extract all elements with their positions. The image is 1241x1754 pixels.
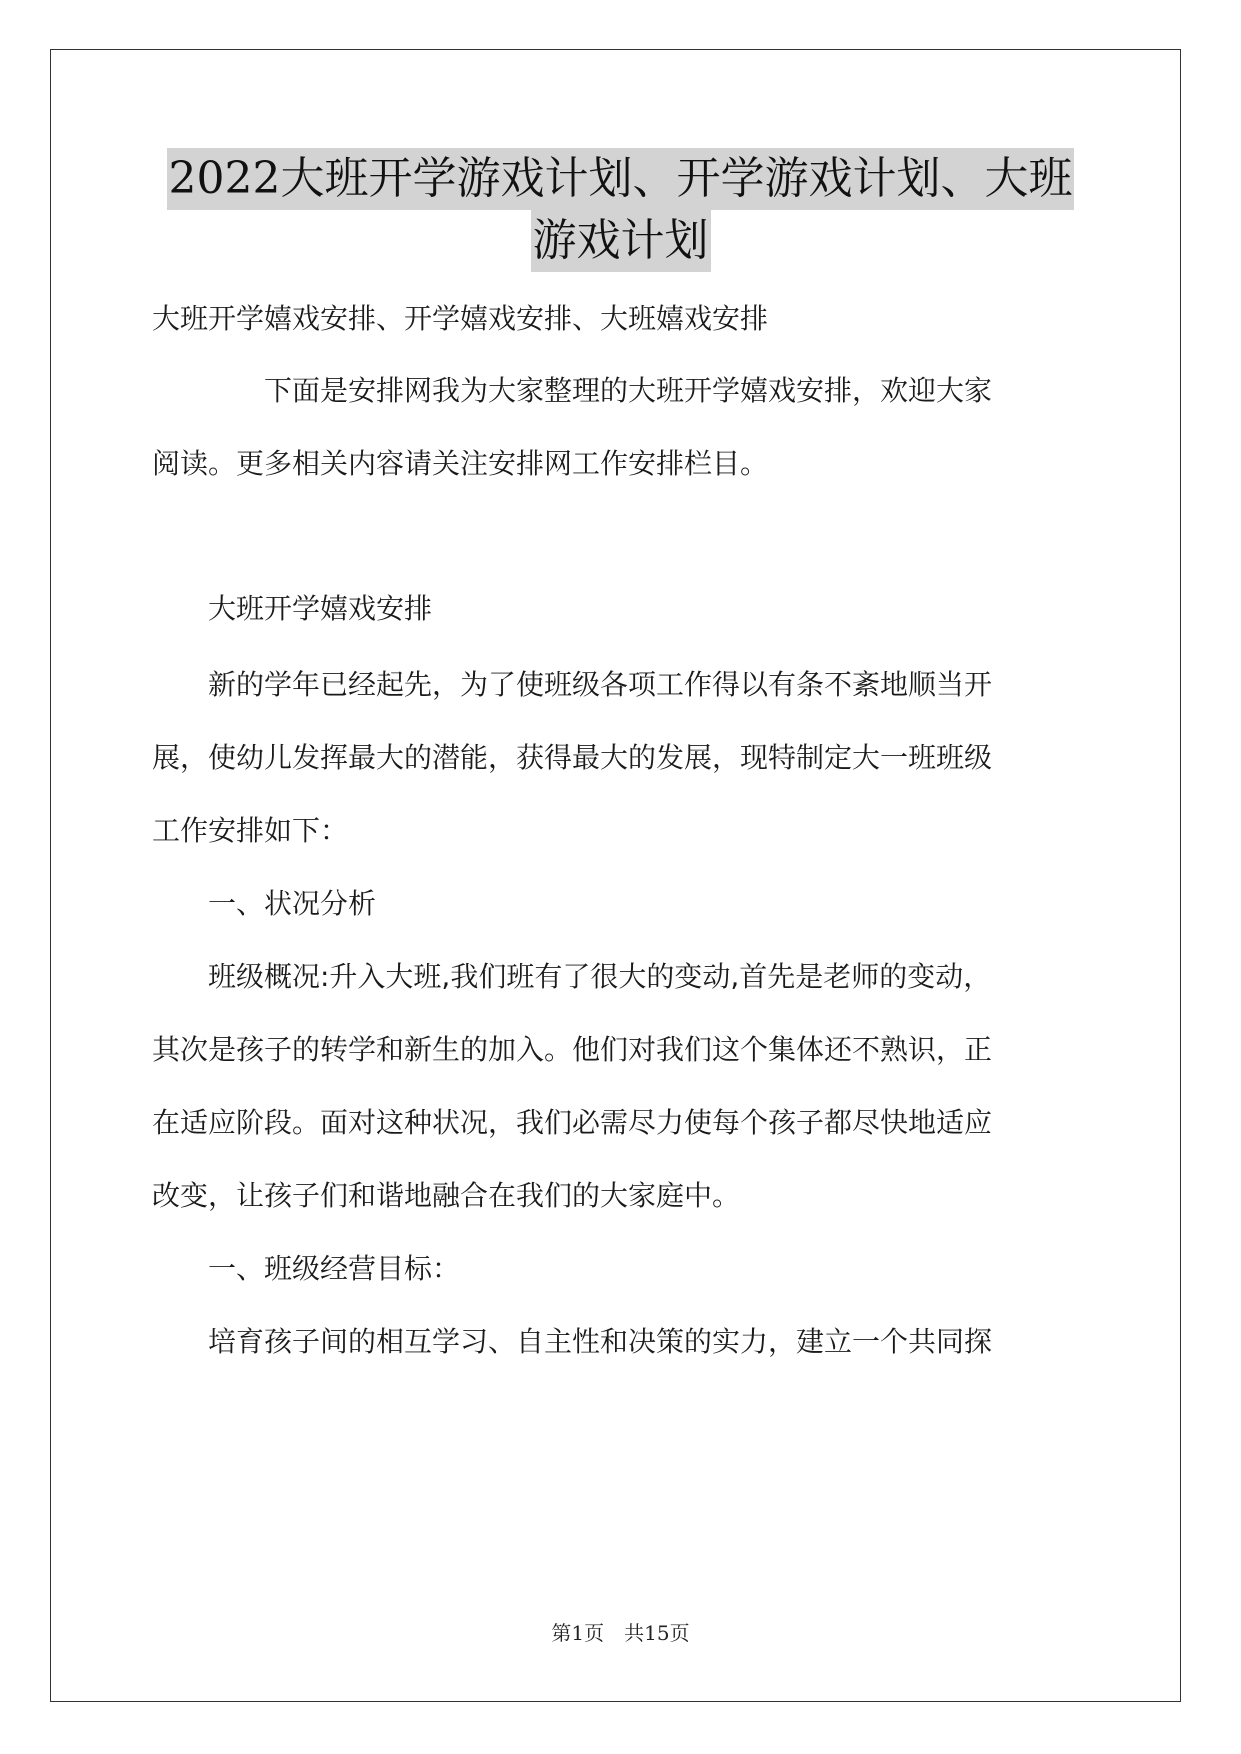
section-heading: 大班开学嬉戏安排: [152, 592, 433, 625]
section-heading: 一、状况分析: [152, 887, 377, 920]
intro-line: 阅读。更多相关内容请关注安排网工作安排栏目。: [152, 447, 769, 480]
paragraph-line: 新的学年已经起先，为了使班级各项工作得以有条不紊地顺当开: [152, 668, 993, 701]
title-line-1: 2022大班开学游戏计划、开学游戏计划、大班: [167, 148, 1075, 210]
title-line-2: 游戏计划: [531, 210, 711, 272]
paragraph-line: 班级概况:升入大班,我们班有了很大的变动,首先是老师的变动，: [152, 960, 992, 993]
section-heading: 一、班级经营目标：: [152, 1252, 461, 1285]
paragraph-line: 在适应阶段。面对这种状况，我们必需尽力使每个孩子都尽快地适应: [152, 1106, 993, 1139]
intro-line: 下面是安排网我为大家整理的大班开学嬉戏安排，欢迎大家: [152, 374, 993, 407]
paragraph-line: 培育孩子间的相互学习、自主性和决策的实力，建立一个共同探: [152, 1325, 993, 1358]
paragraph-line: 改变，让孩子们和谐地融合在我们的大家庭中。: [152, 1179, 741, 1212]
document-title: [150, 148, 1091, 272]
paragraph-line: 其次是孩子的转学和新生的加入。他们对我们这个集体还不熟识，正: [152, 1033, 993, 1066]
paragraph-line: 工作安排如下：: [152, 814, 349, 847]
paragraph-line: 展，使幼儿发挥最大的潜能，获得最大的发展，现特制定大一班班级: [152, 741, 993, 774]
subtitle: 大班开学嬉戏安排、开学嬉戏安排、大班嬉戏安排: [152, 302, 769, 335]
page-number-footer: 第1页 共15页: [551, 1621, 690, 1645]
